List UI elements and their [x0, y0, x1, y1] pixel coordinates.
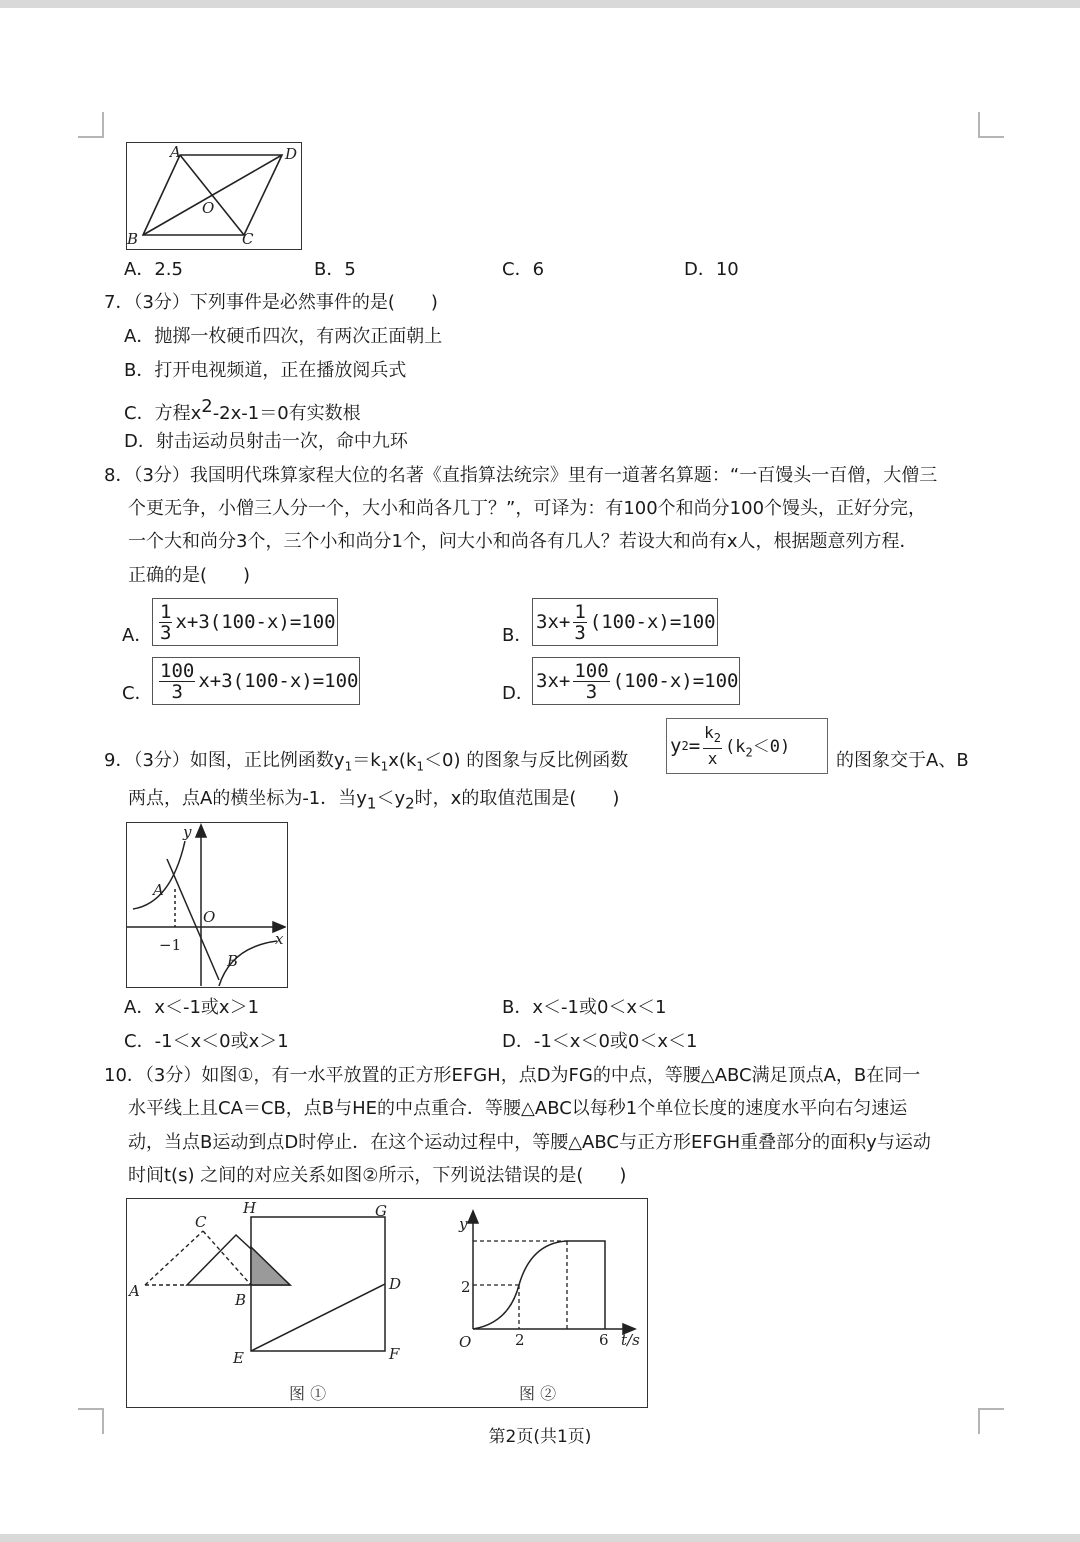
q9-option-a[interactable]: A．x＜-1或x＞1: [124, 997, 260, 1018]
q9-l1-mid: ＝k: [352, 750, 381, 771]
label-neg1: −1: [159, 936, 182, 954]
q8-line1: 8．（3分）我国明代珠算家程大位的名著《直指算法统宗》里有一道著名算题：“一百馒头一百僧，大僧三: [104, 465, 938, 486]
top-band: [0, 0, 1080, 8]
q8-option-c-label[interactable]: C．: [122, 683, 153, 704]
q8-option-b-label[interactable]: B．: [502, 625, 533, 646]
q6-option-d[interactable]: D．10: [684, 259, 739, 280]
fig2-caption: 图 ②: [519, 1384, 557, 1403]
q8-a-num: 1: [160, 600, 172, 623]
label-o: O: [202, 199, 215, 217]
q9-option-b[interactable]: B．x＜-1或0＜x＜1: [502, 997, 667, 1018]
q10-line2: 水平线上且CA＝CB，点B与HE的中点重合．等腰△ABC以每秒1个单位长度的速度水平向右匀速运: [128, 1098, 908, 1119]
label-f: F: [389, 1345, 400, 1363]
q8-b-num: 1: [574, 600, 586, 623]
q9-f-num: k: [704, 722, 714, 742]
q8-a-rest: x+3(100-x)=100: [175, 611, 336, 633]
q8-line2: 个更无争，小僧三人分一个，大小和尚各几丁？”，可译为：有100个和尚分100个馒头，正好分完，: [128, 498, 927, 519]
q10-figures: [126, 1198, 648, 1408]
q9-f-cond2: ＜0): [752, 737, 791, 758]
q8-line4: 正确的是( ): [128, 565, 251, 586]
label-a: A: [170, 143, 181, 161]
q8-option-b-formula[interactable]: [532, 598, 718, 646]
label-o: O: [459, 1333, 472, 1351]
q9-l1-sub1: 1: [344, 759, 353, 774]
tick-2-y: 2: [461, 1278, 471, 1296]
q9-f-numsub: 2: [713, 731, 722, 746]
label-c: C: [242, 230, 254, 248]
q9-f-condsub: 2: [745, 745, 753, 760]
q7-c-post: -2x-1＝0有实数根: [212, 403, 361, 424]
q8-b-pre: 3x+: [536, 611, 571, 633]
tick-6-x: 6: [599, 1331, 609, 1349]
label-d: D: [285, 145, 298, 163]
q7-option-d[interactable]: D．射击运动员射击一次，命中九环: [124, 431, 408, 452]
label-y: y: [459, 1215, 468, 1233]
q6-option-b[interactable]: B．5: [314, 259, 356, 280]
q10-line3: 动，当点B运动到点D时停止．在这个运动过程中，等腰△ABC与正方形EFGH重叠部分的面积y与运动: [128, 1132, 931, 1153]
q6-parallelogram-figure: [126, 142, 302, 250]
q9-line1-left: [104, 749, 628, 779]
q9-l2-sub2: 2: [405, 794, 415, 813]
q8-line3: 一个大和尚分3个，三个小和尚分1个，问大小和尚各有几人？若设大和尚有x人，根据题意列方程．: [128, 531, 918, 552]
q7-c-sup: 2: [201, 396, 213, 417]
page-footer: 第2页(共1页): [488, 1427, 592, 1447]
q8-option-a-formula[interactable]: [152, 598, 338, 646]
q9-l2-sub1: 1: [366, 794, 377, 813]
q9-l1-mid3: ＜0) 的图象与反比例函数: [424, 750, 629, 771]
label-b: B: [227, 952, 239, 970]
q8-c-rest: x+3(100-x)=100: [198, 670, 359, 692]
q7-c-pre: C．方程x: [124, 403, 202, 424]
label-c: C: [195, 1213, 207, 1231]
q9-f-y: y: [670, 735, 682, 757]
q8-option-a-label[interactable]: A．: [122, 625, 153, 646]
q6-option-c[interactable]: C．6: [502, 259, 545, 280]
label-h: H: [243, 1199, 257, 1217]
q8-c-den: 3: [171, 680, 183, 703]
q9-l1-sub2: 1: [380, 759, 389, 774]
fig1-caption: 图 ①: [289, 1384, 327, 1403]
crop-mark-top-right: [978, 112, 1004, 138]
label-a: A: [153, 881, 164, 899]
label-a: A: [129, 1282, 140, 1300]
label-b: B: [127, 230, 139, 248]
q7-option-c[interactable]: [124, 395, 361, 426]
q7-option-a[interactable]: A．抛掷一枚硬币四次，有两次正面朝上: [124, 326, 443, 347]
crop-mark-top-left: [78, 112, 104, 138]
q9-l2-post: 时，x的取值范围是( ): [414, 788, 620, 809]
tick-2-x: 2: [515, 1331, 525, 1349]
q6-option-a[interactable]: A．2.5: [124, 259, 183, 280]
bottom-band: [0, 1534, 1080, 1542]
q8-a-den: 3: [160, 621, 172, 644]
label-e: E: [233, 1349, 244, 1367]
q8-b-den: 3: [574, 621, 586, 644]
q8-b-rest: (100-x)=100: [589, 611, 716, 633]
q8-d-den: 3: [585, 680, 598, 703]
q10-line4: 时间t(s) 之间的对应关系如图②所示，下列说法错误的是( ): [128, 1165, 627, 1186]
q9-l1-mid2: x(k: [388, 750, 417, 771]
q9-l1-sub3: 1: [416, 759, 425, 774]
q10-line1: 10．（3分）如图①，有一水平放置的正方形EFGH，点D为FG的中点，等腰△ABC满足顶点A，B在同一: [104, 1065, 921, 1086]
q9-line2: [128, 787, 619, 816]
q8-d-num: 100: [574, 659, 609, 682]
q7-stem: 7．（3分）下列事件是必然事件的是( ): [104, 292, 438, 313]
q9-f-ysub: 2: [681, 739, 689, 753]
label-g: G: [375, 1202, 387, 1220]
label-t: t/s: [621, 1331, 640, 1349]
q8-d-pre: 3x+: [536, 670, 571, 692]
label-b: B: [235, 1291, 247, 1309]
label-x: x: [275, 930, 284, 948]
q9-inverse-function-formula: y 2 = $\frac{k_2}{x}$ $(k_2<0)$: [666, 718, 828, 774]
q9-l2-pre: 两点，点A的横坐标为-1．当y: [128, 788, 367, 809]
q9-graph-figure: [126, 822, 288, 988]
q8-c-num: 100: [160, 659, 195, 682]
q9-f-den: x: [707, 749, 718, 769]
q9-f-cond: (k: [725, 737, 746, 758]
q9-line1-right: 的图象交于A、B: [836, 750, 969, 771]
q9-option-d[interactable]: D．-1＜x＜0或0＜x＜1: [502, 1031, 698, 1052]
q8-option-d-formula[interactable]: [532, 657, 740, 705]
q8-d-rest: (100-x)=100: [612, 670, 739, 692]
q9-option-c[interactable]: C．-1＜x＜0或x＞1: [124, 1031, 289, 1052]
q8-option-d-label[interactable]: D．: [502, 683, 534, 704]
q8-option-c-formula[interactable]: [152, 657, 360, 705]
label-o: O: [203, 908, 216, 926]
label-d: D: [389, 1275, 402, 1293]
q9-l2-mid: ＜y: [376, 788, 406, 809]
q7-option-b[interactable]: B．打开电视频道，正在播放阅兵式: [124, 360, 407, 381]
label-y: y: [183, 823, 192, 841]
q9-l1-pre: 9．（3分）如图，正比例函数y: [104, 750, 345, 771]
